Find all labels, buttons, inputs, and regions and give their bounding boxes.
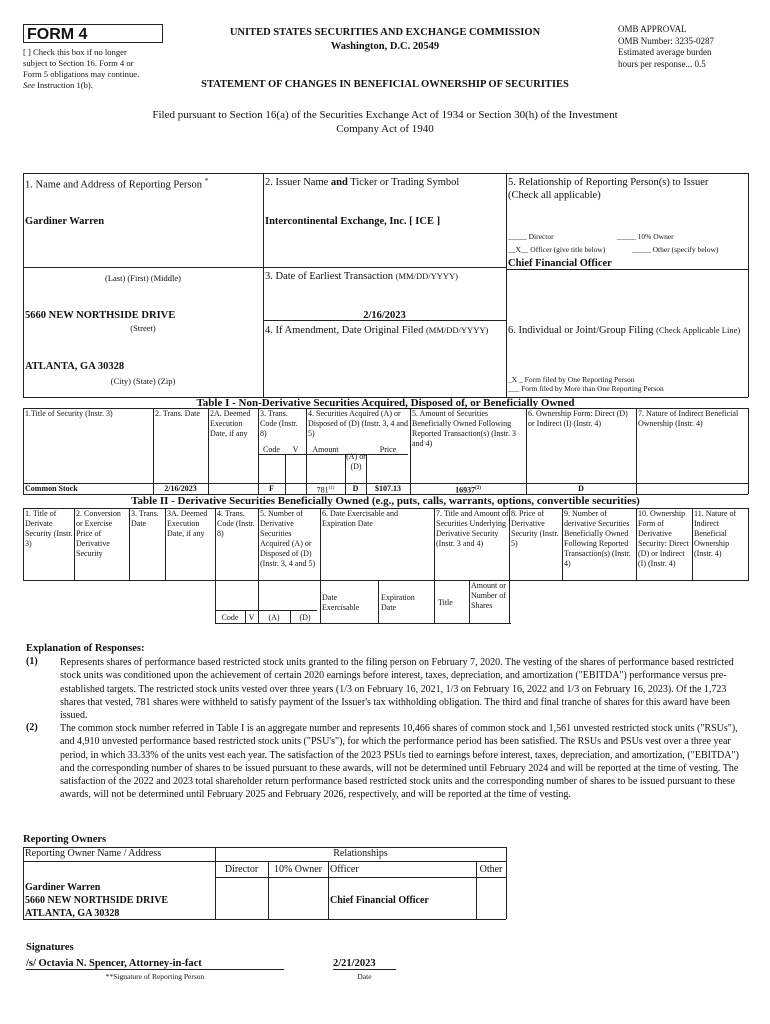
- table1-title: Table I - Non-Derivative Securities Acquired, Disposed of, or Beneficially Owned: [196, 397, 575, 409]
- reporting-person-city: ATLANTA, GA 30328: [25, 361, 125, 372]
- ro-col-other: Other: [479, 864, 503, 875]
- name-parts-label: (Last) (First) (Middle): [104, 273, 181, 283]
- box4-label-format: (MM/DD/YYYY): [425, 325, 489, 335]
- ro-col-officer: Officer: [330, 864, 359, 875]
- box4-label-text: 4. If Amendment, Date Original Filed: [265, 325, 424, 336]
- t2-sub-title: Title: [438, 598, 453, 607]
- reporting-person-street: 5660 NEW NORTHSIDE DRIVE: [25, 310, 176, 321]
- signature-date-label: Date: [357, 972, 372, 981]
- box5-label-sub: (Check all applicable): [508, 190, 601, 201]
- t2-sub-expiration: Expiration Date: [381, 593, 415, 612]
- t2-header-owned: 9. Number of derivative Securities Beneficially Owned Following Reported Transaction(s) (Instr. 4): [564, 509, 631, 568]
- t1-sub-ad: (A) or (D): [346, 452, 366, 471]
- t2-header-title: 1. Title of Derivate Security (Instr. 3): [25, 509, 73, 548]
- box6-label-text: 6. Individual or Joint/Group Filing: [508, 325, 654, 336]
- t1-row-owned-value: 16937: [455, 485, 476, 495]
- signer-label: **Signature of Reporting Person: [105, 972, 205, 981]
- t1-row-ad: D: [352, 484, 359, 493]
- t1-header-code: 3. Trans. Code (Instr. 8): [260, 409, 298, 438]
- box2-label-pre: 2. Issuer Name: [265, 177, 329, 188]
- box5-label: [508, 176, 748, 202]
- footnote-2-number: (2): [26, 722, 38, 733]
- t1-row-date: 2/16/2023: [164, 484, 197, 493]
- statement-title: STATEMENT OF CHANGES IN BENEFICIAL OWNERSHIP OF SECURITIES: [201, 79, 569, 90]
- ro-col-director: Director: [224, 864, 259, 875]
- t2-sub-amount: Amount or Number of Shares: [471, 581, 506, 610]
- one-person-option: _X _ Form filed by One Reporting Person: [508, 375, 635, 384]
- omb-line-2: OMB Number: 3235-0287: [618, 35, 714, 46]
- t1-row-amount-value: 781: [316, 485, 329, 495]
- checkbox-note-text: [ ] Check this box if no longer subject to Section 16. Form 4 or Form 5 obligations may continue.: [23, 47, 140, 79]
- t1-header-deemed: 2A. Deemed Execution Date, if any: [210, 409, 251, 438]
- ro-city: ATLANTA, GA 30328: [25, 908, 120, 919]
- t1-row-price: $107.13: [375, 484, 401, 493]
- box3-label: [265, 270, 458, 283]
- officer-option: __X__ Officer (give title below): [508, 245, 606, 254]
- t1-sub-amount: Amount: [312, 445, 339, 454]
- t1-row-owned: [410, 484, 526, 496]
- omb-line-4: hours per response... 0.5: [618, 58, 706, 69]
- omb-approval: [618, 24, 758, 70]
- t2-sub-code: Code: [221, 613, 239, 622]
- signatures-heading: Signatures: [26, 942, 74, 953]
- checkbox-note-see: See: [23, 80, 35, 90]
- ro-col-ten-percent: 10% Owner: [273, 864, 323, 875]
- ro-name: Gardiner Warren: [25, 882, 101, 893]
- t2-header-code: 4. Trans. Code (Instr. 8): [217, 509, 255, 538]
- table2-title: Table II - Derivative Securities Beneficially Owned (e.g., puts, calls, warrants, options, convertible securities): [131, 495, 640, 507]
- signer-name: /s/ Octavia N. Spencer, Attorney-in-fact: [26, 958, 284, 970]
- t2-header-date: 3. Trans. Date: [131, 509, 159, 528]
- filed-pursuant: Filed pursuant to Section 16(a) of the Securities Exchange Act of 1934 or Section 30(h) of the Investment Company Act of 1940: [152, 109, 618, 135]
- t2-header-deemed: 3A. Deemed Execution Date, if any: [167, 509, 208, 538]
- box5-label-text: 5. Relationship of Reporting Person(s) to Issuer: [508, 177, 709, 188]
- t1-header-ownership-form: 6. Ownership Form: Direct (D) or Indirect (I) (Instr. 4): [528, 409, 628, 428]
- checkbox-note-instruction: Instruction 1(b).: [37, 80, 93, 90]
- ro-col-name: Reporting Owner Name / Address: [25, 848, 162, 859]
- footnote-1-text: Represents shares of performance based restricted stock units granted to the filing person on February 7, 2020. The vesting of the shares of performance based restricted stock units was conditioned upon the achievement of certain 2020 earnings before interest, taxes, depreciation, and amortization ("EBITDA") performance versus pre-established targets. The restricted stock units vested over three years (1/3 on February 16, 2021, 1/3 on February 16, 2022 and 1/3 on February 16, 2023). Of the 1,723 shares that vested, 781 shares were withheld to satisfy payment of the Issuer's tax withholding obligation. The third and final tranche of shares for this award have been issued.: [60, 657, 734, 722]
- earliest-transaction-date: 2/16/2023: [363, 310, 406, 321]
- t1-row-title: Common Stock: [25, 484, 78, 493]
- omb-line-3: Estimated average burden: [618, 47, 712, 57]
- agency-name: UNITED STATES SECURITIES AND EXCHANGE COMMISSION: [229, 27, 541, 38]
- t1-header-date: 2. Trans. Date: [155, 409, 200, 418]
- box1-label-mark: *: [204, 176, 209, 185]
- t1-row-amount-footnote: (1): [328, 486, 335, 491]
- t2-sub-date-exercisable: Date Exercisable: [322, 593, 360, 612]
- omb-line-1: OMB APPROVAL: [618, 24, 687, 34]
- ro-officer-title: Chief Financial Officer: [330, 895, 429, 906]
- t2-header-exercisable: 6. Date Exercisable and Expiration Date: [322, 509, 398, 528]
- t1-header-amount-owned: 5. Amount of Securities Beneficially Owned Following Reported Transaction(s) (Instr. 3 and 4): [412, 409, 516, 448]
- t2-header-ownership-form: 10. Ownership Form of Derivative Security: Direct (D) or Indirect (I) (Instr. 4): [638, 509, 689, 568]
- t1-sub-code: Code: [263, 445, 280, 454]
- t2-header-price: 8. Price of Derivative Security (Instr. 5): [511, 509, 559, 548]
- t1-header-title: 1.Title of Security (Instr. 3): [25, 409, 113, 418]
- box1-label-text: 1. Name and Address of Reporting Person: [25, 179, 203, 191]
- ro-street: 5660 NEW NORTHSIDE DRIVE: [25, 895, 169, 906]
- box3-label-format: (MM/DD/YYYY): [395, 271, 458, 281]
- ro-col-relationships: Relationships: [333, 848, 388, 859]
- reporting-owners-heading: Reporting Owners: [23, 834, 107, 845]
- t1-row-code: F: [269, 484, 274, 493]
- t2-sub-d: (D): [299, 613, 311, 622]
- box1-label: [25, 176, 208, 192]
- footnote-1-number: (1): [26, 656, 38, 667]
- t2-header-number: 5. Number of Derivative Securities Acquired (A) or Disposed of (D) (Instr. 3, 4 and 5): [260, 509, 316, 568]
- issuer-name: Intercontinental Exchange, Inc. [ ICE ]: [265, 216, 441, 227]
- footnote-2-text: The common stock number referred in Table I is an aggregate number and represents 10,466 shares of common stock and 1,561 unvested restricted stock units ("RSUs"), and 4,910 unvested performance based restricted stock units ("PSU's"), for which the performance period has been satisfied. The RSUs and PSUs vest over a three year period, in which 33.33% of the units vest each year. The satisfaction of the 2023 PSUs tied to earnings before interest, taxes, depreciation, and amortization, ("EBITDA") and the corresponding number of shares to be issued pursuant to these awards, will not be determined until February 2024 and will be reported at the time of vesting. The satisfaction of the 2022 and 2023 total shareholder return performance based restricted stock units and the corresponding number of shares to be issued pursuant to these awards, will not be determined until February 2025 and February 2026, respectively, and will be reported at the time of vesting.: [60, 723, 739, 801]
- t1-header-nature: 7. Nature of Indirect Beneficial Ownership (Instr. 4): [638, 409, 739, 428]
- multi-person-option: ___ Form filed by More than One Reporting Person: [508, 384, 664, 393]
- agency-location: Washington, D.C. 20549: [330, 41, 440, 52]
- box4-label: [265, 324, 488, 337]
- t1-header-securities: 4. Securities Acquired (A) or Disposed of (D) (Instr. 3, 4 and 5): [308, 409, 408, 438]
- t1-row-amount: [306, 484, 345, 496]
- box2-label-and: and: [330, 177, 348, 188]
- t1-row-form: D: [578, 484, 584, 493]
- explanation-heading: Explanation of Responses:: [26, 643, 145, 654]
- t2-header-conversion: 2. Conversion or Exercise Price of Derivative Security: [76, 509, 121, 558]
- t2-header-underlying: 7. Title and Amount of Securities Underlying Derivative Security (Instr. 3 and 4): [436, 509, 509, 548]
- box6-label: [508, 324, 744, 337]
- no-longer-subject-note: [23, 47, 151, 91]
- t2-sub-v: V: [248, 613, 255, 622]
- director-option: _____ Director: [508, 232, 554, 241]
- officer-title: Chief Financial Officer: [508, 258, 612, 269]
- box3-label-text: 3. Date of Earliest Transaction: [265, 271, 394, 282]
- signature-date: 2/21/2023: [333, 958, 396, 970]
- t1-row-owned-footnote: (2): [475, 486, 481, 491]
- street-label: (Street): [130, 323, 156, 333]
- t1-sub-v: V: [292, 445, 299, 454]
- ten-percent-option: _____ 10% Owner: [617, 232, 674, 241]
- t2-sub-a: (A): [268, 613, 280, 622]
- reporting-person-name: Gardiner Warren: [25, 216, 105, 227]
- box2-label-post: Ticker or Trading Symbol: [350, 177, 460, 188]
- form-title: FORM 4: [23, 24, 163, 43]
- city-label: (City) (State) (Zip): [110, 376, 176, 386]
- box2-label: [265, 176, 459, 189]
- box6-label-note: (Check Applicable Line): [656, 325, 741, 335]
- t1-sub-price: Price: [379, 445, 397, 454]
- t2-header-nature: 11. Nature of Indirect Beneficial Ownership (Instr. 4): [694, 509, 737, 558]
- other-option: _____ Other (specify below): [632, 245, 719, 254]
